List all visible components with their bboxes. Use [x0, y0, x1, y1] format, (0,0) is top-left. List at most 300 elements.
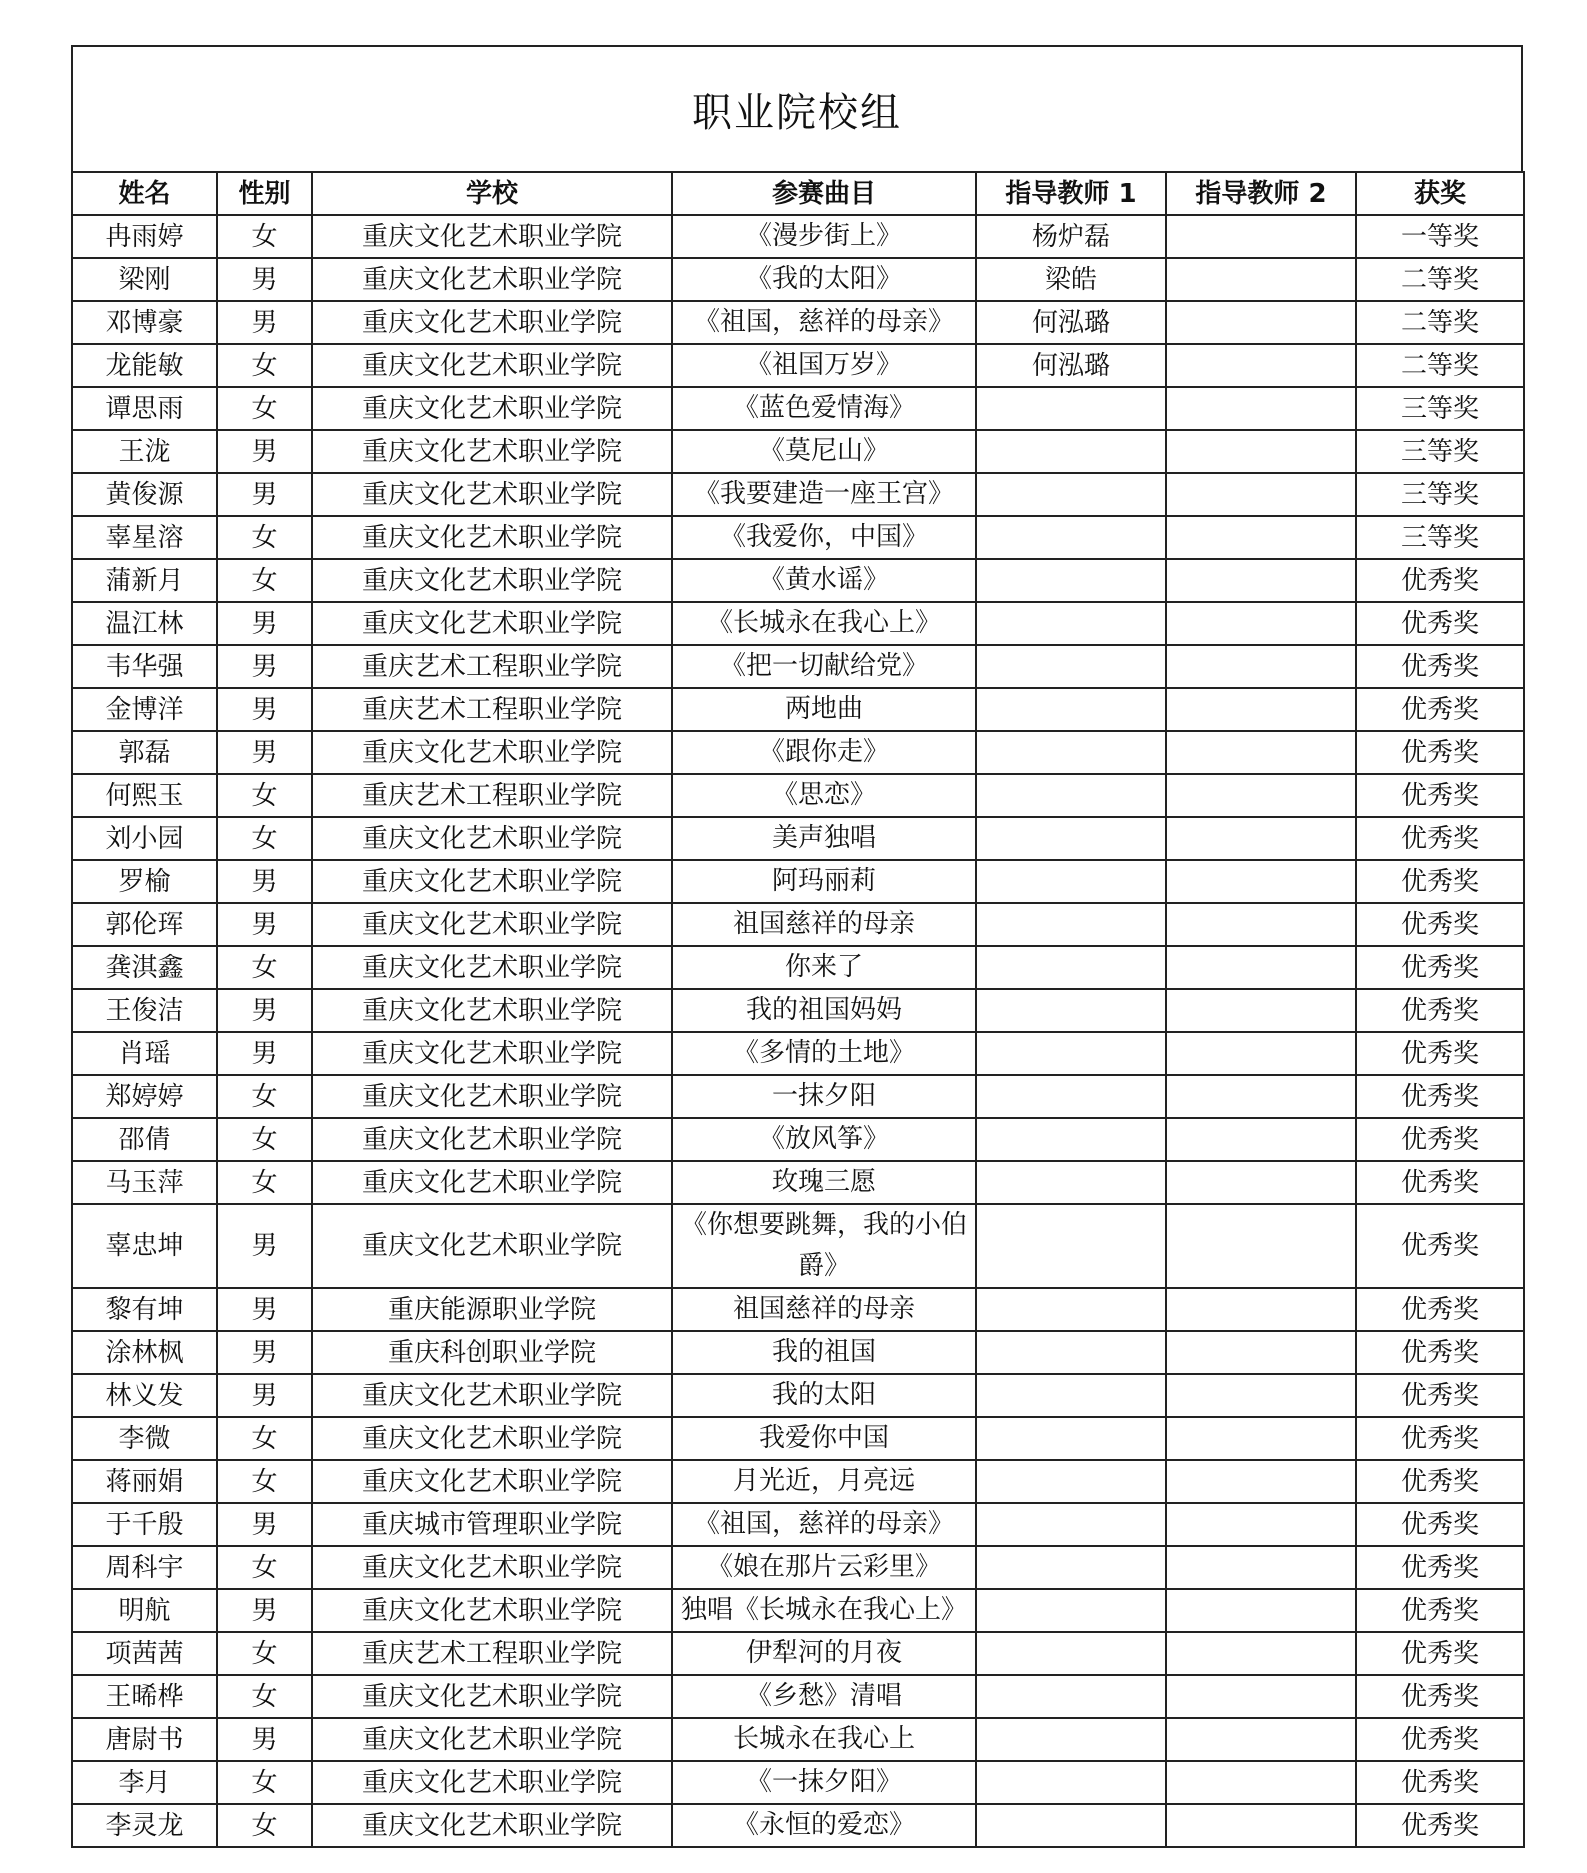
cell-award: 优秀奖	[1356, 860, 1524, 903]
cell-award: 二等奖	[1356, 344, 1524, 387]
table-row	[72, 645, 1524, 688]
cell-award: 优秀奖	[1356, 1075, 1524, 1118]
cell-award: 优秀奖	[1356, 602, 1524, 645]
cell-teacher-1	[976, 1032, 1166, 1075]
table-row	[72, 1075, 1524, 1118]
cell-award: 优秀奖	[1356, 1589, 1524, 1632]
cell-piece: 《多情的土地》	[672, 1032, 976, 1075]
table-row	[72, 1503, 1524, 1546]
cell-teacher-1	[976, 817, 1166, 860]
cell-teacher-2	[1166, 1075, 1356, 1118]
cell-piece: 《放风筝》	[672, 1118, 976, 1161]
page-title: 职业院校组	[692, 89, 902, 136]
cell-teacher-1	[976, 559, 1166, 602]
cell-piece: 《乡愁》清唱	[672, 1675, 976, 1718]
cell-award: 优秀奖	[1356, 1204, 1524, 1288]
cell-gender: 女	[217, 817, 312, 860]
cell-teacher-2	[1166, 1460, 1356, 1503]
cell-name: 郑婷婷	[72, 1075, 217, 1118]
table-row	[72, 516, 1524, 559]
cell-gender: 女	[217, 946, 312, 989]
cell-teacher-2	[1166, 946, 1356, 989]
cell-award: 优秀奖	[1356, 1460, 1524, 1503]
cell-piece: 《把一切献给党》	[672, 645, 976, 688]
table-row	[72, 387, 1524, 430]
cell-school: 重庆艺术工程职业学院	[312, 688, 672, 731]
cell-name: 邓博豪	[72, 301, 217, 344]
cell-gender: 男	[217, 1204, 312, 1288]
table-row	[72, 473, 1524, 516]
cell-school: 重庆科创职业学院	[312, 1331, 672, 1374]
cell-school: 重庆文化艺术职业学院	[312, 1032, 672, 1075]
cell-teacher-2	[1166, 1675, 1356, 1718]
cell-piece: 祖国慈祥的母亲	[672, 1288, 976, 1331]
cell-award: 优秀奖	[1356, 1161, 1524, 1204]
cell-name: 唐尉书	[72, 1718, 217, 1761]
cell-gender: 男	[217, 473, 312, 516]
table-row	[72, 860, 1524, 903]
cell-gender: 男	[217, 258, 312, 301]
table-row	[72, 1675, 1524, 1718]
cell-gender: 男	[217, 1589, 312, 1632]
cell-name: 李灵龙	[72, 1804, 217, 1847]
cell-piece: 独唱《长城永在我心上》	[672, 1589, 976, 1632]
cell-school: 重庆艺术工程职业学院	[312, 645, 672, 688]
cell-teacher-2	[1166, 1204, 1356, 1288]
cell-gender: 女	[217, 215, 312, 258]
cell-name: 林义发	[72, 1374, 217, 1417]
cell-piece: 美声独唱	[672, 817, 976, 860]
cell-teacher-2	[1166, 645, 1356, 688]
cell-award: 一等奖	[1356, 215, 1524, 258]
table-row	[72, 1374, 1524, 1417]
cell-school: 重庆城市管理职业学院	[312, 1503, 672, 1546]
cell-school: 重庆文化艺术职业学院	[312, 1118, 672, 1161]
cell-name: 王俊洁	[72, 989, 217, 1032]
cell-teacher-2	[1166, 989, 1356, 1032]
cell-teacher-1: 杨炉磊	[976, 215, 1166, 258]
cell-award: 优秀奖	[1356, 688, 1524, 731]
cell-name: 黎有坤	[72, 1288, 217, 1331]
cell-school: 重庆文化艺术职业学院	[312, 860, 672, 903]
header-school: 学校	[312, 172, 672, 215]
table-row	[72, 1804, 1524, 1847]
table-row	[72, 602, 1524, 645]
table-body	[72, 215, 1524, 1847]
cell-piece: 伊犁河的月夜	[672, 1632, 976, 1675]
cell-teacher-1	[976, 1675, 1166, 1718]
cell-gender: 女	[217, 1804, 312, 1847]
cell-piece: 《娘在那片云彩里》	[672, 1546, 976, 1589]
cell-piece: 《我的太阳》	[672, 258, 976, 301]
cell-teacher-2	[1166, 903, 1356, 946]
cell-teacher-2	[1166, 731, 1356, 774]
cell-gender: 女	[217, 559, 312, 602]
cell-school: 重庆文化艺术职业学院	[312, 946, 672, 989]
cell-teacher-2	[1166, 1118, 1356, 1161]
cell-name: 肖瑶	[72, 1032, 217, 1075]
cell-name: 龚淇鑫	[72, 946, 217, 989]
cell-school: 重庆文化艺术职业学院	[312, 215, 672, 258]
cell-award: 优秀奖	[1356, 1118, 1524, 1161]
cell-teacher-1	[976, 1718, 1166, 1761]
cell-gender: 男	[217, 989, 312, 1032]
table-row	[72, 1417, 1524, 1460]
cell-award: 三等奖	[1356, 387, 1524, 430]
table-row	[72, 301, 1524, 344]
cell-teacher-1	[976, 602, 1166, 645]
cell-teacher-2	[1166, 258, 1356, 301]
cell-teacher-1	[976, 1118, 1166, 1161]
cell-award: 二等奖	[1356, 301, 1524, 344]
cell-gender: 女	[217, 1632, 312, 1675]
cell-piece: 《跟你走》	[672, 731, 976, 774]
cell-gender: 男	[217, 688, 312, 731]
cell-teacher-2	[1166, 301, 1356, 344]
cell-piece: 一抹夕阳	[672, 1075, 976, 1118]
cell-teacher-2	[1166, 1032, 1356, 1075]
cell-teacher-1	[976, 1204, 1166, 1288]
cell-piece: 《思恋》	[672, 774, 976, 817]
cell-piece: 《长城永在我心上》	[672, 602, 976, 645]
cell-teacher-2	[1166, 1288, 1356, 1331]
cell-name: 罗榆	[72, 860, 217, 903]
cell-name: 刘小园	[72, 817, 217, 860]
cell-piece: 阿玛丽莉	[672, 860, 976, 903]
cell-teacher-2	[1166, 1503, 1356, 1546]
cell-award: 优秀奖	[1356, 1417, 1524, 1460]
cell-teacher-2	[1166, 559, 1356, 602]
cell-award: 优秀奖	[1356, 903, 1524, 946]
cell-teacher-1	[976, 1288, 1166, 1331]
cell-teacher-2	[1166, 215, 1356, 258]
table-row	[72, 1460, 1524, 1503]
cell-name: 于千殷	[72, 1503, 217, 1546]
cell-award: 优秀奖	[1356, 1503, 1524, 1546]
cell-gender: 男	[217, 1374, 312, 1417]
cell-award: 优秀奖	[1356, 774, 1524, 817]
table-row	[72, 1632, 1524, 1675]
cell-teacher-1	[976, 688, 1166, 731]
cell-gender: 女	[217, 1417, 312, 1460]
cell-piece: 祖国慈祥的母亲	[672, 903, 976, 946]
cell-award: 优秀奖	[1356, 645, 1524, 688]
cell-piece: 《莫尼山》	[672, 430, 976, 473]
table-row	[72, 1718, 1524, 1761]
cell-name: 梁刚	[72, 258, 217, 301]
table-row	[72, 559, 1524, 602]
cell-teacher-2	[1166, 473, 1356, 516]
cell-piece: 两地曲	[672, 688, 976, 731]
cell-teacher-2	[1166, 344, 1356, 387]
cell-school: 重庆文化艺术职业学院	[312, 1417, 672, 1460]
cell-teacher-1	[976, 1374, 1166, 1417]
cell-school: 重庆艺术工程职业学院	[312, 774, 672, 817]
cell-gender: 男	[217, 1331, 312, 1374]
cell-teacher-1: 梁皓	[976, 258, 1166, 301]
cell-teacher-2	[1166, 1331, 1356, 1374]
cell-name: 蒲新月	[72, 559, 217, 602]
cell-teacher-1	[976, 731, 1166, 774]
cell-teacher-1	[976, 860, 1166, 903]
cell-award: 优秀奖	[1356, 1032, 1524, 1075]
cell-teacher-1	[976, 1331, 1166, 1374]
cell-teacher-1	[976, 1589, 1166, 1632]
cell-teacher-2	[1166, 1804, 1356, 1847]
cell-teacher-2	[1166, 516, 1356, 559]
cell-name: 邵倩	[72, 1118, 217, 1161]
cell-school: 重庆文化艺术职业学院	[312, 430, 672, 473]
table-row	[72, 1331, 1524, 1374]
cell-school: 重庆文化艺术职业学院	[312, 1761, 672, 1804]
table-row	[72, 1288, 1524, 1331]
results-sheet	[71, 45, 1523, 1848]
cell-name: 辜星溶	[72, 516, 217, 559]
cell-teacher-2	[1166, 1417, 1356, 1460]
cell-name: 谭思雨	[72, 387, 217, 430]
cell-gender: 女	[217, 387, 312, 430]
cell-teacher-2	[1166, 602, 1356, 645]
cell-name: 龙能敏	[72, 344, 217, 387]
cell-award: 优秀奖	[1356, 817, 1524, 860]
header-teacher-2: 指导教师 2	[1166, 172, 1356, 215]
header-teacher-1: 指导教师 1	[976, 172, 1166, 215]
cell-teacher-1	[976, 903, 1166, 946]
cell-name: 黄俊源	[72, 473, 217, 516]
cell-gender: 男	[217, 1032, 312, 1075]
cell-teacher-1	[976, 774, 1166, 817]
cell-gender: 女	[217, 344, 312, 387]
cell-award: 三等奖	[1356, 516, 1524, 559]
cell-piece: 长城永在我心上	[672, 1718, 976, 1761]
cell-school: 重庆艺术工程职业学院	[312, 1632, 672, 1675]
cell-teacher-2	[1166, 387, 1356, 430]
table-row	[72, 774, 1524, 817]
table-row	[72, 258, 1524, 301]
cell-school: 重庆文化艺术职业学院	[312, 1075, 672, 1118]
cell-school: 重庆能源职业学院	[312, 1288, 672, 1331]
cell-piece: 我的太阳	[672, 1374, 976, 1417]
cell-teacher-1	[976, 473, 1166, 516]
cell-school: 重庆文化艺术职业学院	[312, 1460, 672, 1503]
cell-school: 重庆文化艺术职业学院	[312, 1204, 672, 1288]
table-row	[72, 1589, 1524, 1632]
cell-gender: 女	[217, 774, 312, 817]
cell-gender: 女	[217, 1075, 312, 1118]
header-row	[72, 172, 1524, 215]
cell-award: 三等奖	[1356, 473, 1524, 516]
cell-teacher-1	[976, 989, 1166, 1032]
cell-piece: 你来了	[672, 946, 976, 989]
results-table	[71, 171, 1525, 1848]
cell-school: 重庆文化艺术职业学院	[312, 602, 672, 645]
cell-name: 蒋丽娟	[72, 1460, 217, 1503]
cell-school: 重庆文化艺术职业学院	[312, 817, 672, 860]
cell-teacher-2	[1166, 1546, 1356, 1589]
cell-gender: 女	[217, 1675, 312, 1718]
cell-teacher-1	[976, 1761, 1166, 1804]
cell-name: 明航	[72, 1589, 217, 1632]
header-gender: 性别	[217, 172, 312, 215]
table-row	[72, 731, 1524, 774]
cell-award: 优秀奖	[1356, 1675, 1524, 1718]
cell-teacher-2	[1166, 1632, 1356, 1675]
cell-name: 韦华强	[72, 645, 217, 688]
cell-teacher-2	[1166, 860, 1356, 903]
cell-award: 优秀奖	[1356, 1718, 1524, 1761]
cell-piece: 我爱你中国	[672, 1417, 976, 1460]
cell-piece: 《你想要跳舞，我的小伯爵》	[672, 1204, 976, 1288]
cell-gender: 男	[217, 602, 312, 645]
table-row	[72, 1546, 1524, 1589]
cell-piece: 《我要建造一座王宫》	[672, 473, 976, 516]
cell-gender: 男	[217, 1288, 312, 1331]
header-name: 姓名	[72, 172, 217, 215]
table-row	[72, 430, 1524, 473]
cell-school: 重庆文化艺术职业学院	[312, 1546, 672, 1589]
cell-teacher-2	[1166, 774, 1356, 817]
cell-name: 王晞桦	[72, 1675, 217, 1718]
cell-name: 辜忠坤	[72, 1204, 217, 1288]
cell-name: 王泷	[72, 430, 217, 473]
cell-gender: 男	[217, 860, 312, 903]
cell-piece: 《蓝色爱情海》	[672, 387, 976, 430]
table-row	[72, 344, 1524, 387]
table-row	[72, 1118, 1524, 1161]
table-row	[72, 1032, 1524, 1075]
table-row	[72, 817, 1524, 860]
cell-gender: 女	[217, 1460, 312, 1503]
table-row	[72, 946, 1524, 989]
cell-teacher-2	[1166, 1718, 1356, 1761]
cell-award: 优秀奖	[1356, 1546, 1524, 1589]
cell-piece: 我的祖国	[672, 1331, 976, 1374]
cell-gender: 女	[217, 1761, 312, 1804]
cell-gender: 男	[217, 430, 312, 473]
cell-teacher-1	[976, 1161, 1166, 1204]
cell-school: 重庆文化艺术职业学院	[312, 1589, 672, 1632]
cell-piece: 《祖国万岁》	[672, 344, 976, 387]
cell-award: 优秀奖	[1356, 1331, 1524, 1374]
cell-piece: 《黄水谣》	[672, 559, 976, 602]
cell-school: 重庆文化艺术职业学院	[312, 344, 672, 387]
cell-gender: 男	[217, 1718, 312, 1761]
table-row	[72, 1204, 1524, 1288]
cell-gender: 男	[217, 1503, 312, 1546]
cell-award: 优秀奖	[1356, 1804, 1524, 1847]
cell-school: 重庆文化艺术职业学院	[312, 1374, 672, 1417]
cell-name: 涂林枫	[72, 1331, 217, 1374]
cell-award: 优秀奖	[1356, 1632, 1524, 1675]
cell-teacher-1: 何泓璐	[976, 301, 1166, 344]
cell-school: 重庆文化艺术职业学院	[312, 1718, 672, 1761]
cell-teacher-1	[976, 1804, 1166, 1847]
cell-gender: 女	[217, 516, 312, 559]
cell-school: 重庆文化艺术职业学院	[312, 1804, 672, 1847]
table-row	[72, 1761, 1524, 1804]
table-row	[72, 989, 1524, 1032]
table-row	[72, 688, 1524, 731]
cell-gender: 男	[217, 301, 312, 344]
cell-school: 重庆文化艺术职业学院	[312, 473, 672, 516]
cell-gender: 女	[217, 1546, 312, 1589]
cell-name: 马玉萍	[72, 1161, 217, 1204]
cell-school: 重庆文化艺术职业学院	[312, 387, 672, 430]
cell-school: 重庆文化艺术职业学院	[312, 258, 672, 301]
title-box	[71, 45, 1523, 171]
cell-teacher-2	[1166, 1589, 1356, 1632]
cell-name: 金博洋	[72, 688, 217, 731]
cell-name: 郭磊	[72, 731, 217, 774]
cell-piece: 《祖国，慈祥的母亲》	[672, 301, 976, 344]
cell-piece: 《我爱你，中国》	[672, 516, 976, 559]
cell-school: 重庆文化艺术职业学院	[312, 1675, 672, 1718]
table-row	[72, 903, 1524, 946]
cell-award: 优秀奖	[1356, 989, 1524, 1032]
header-award: 获奖	[1356, 172, 1524, 215]
cell-award: 优秀奖	[1356, 1374, 1524, 1417]
cell-name: 李微	[72, 1417, 217, 1460]
cell-name: 项茜茜	[72, 1632, 217, 1675]
cell-teacher-1	[976, 645, 1166, 688]
cell-teacher-1	[976, 1417, 1166, 1460]
cell-piece: 《祖国，慈祥的母亲》	[672, 1503, 976, 1546]
cell-school: 重庆文化艺术职业学院	[312, 516, 672, 559]
cell-piece: 月光近，月亮远	[672, 1460, 976, 1503]
cell-name: 冉雨婷	[72, 215, 217, 258]
cell-piece: 我的祖国妈妈	[672, 989, 976, 1032]
cell-teacher-1	[976, 1546, 1166, 1589]
cell-teacher-1	[976, 1460, 1166, 1503]
cell-teacher-1	[976, 946, 1166, 989]
cell-teacher-1	[976, 1075, 1166, 1118]
cell-school: 重庆文化艺术职业学院	[312, 731, 672, 774]
cell-gender: 男	[217, 731, 312, 774]
cell-name: 李月	[72, 1761, 217, 1804]
cell-name: 周科宇	[72, 1546, 217, 1589]
cell-teacher-2	[1166, 817, 1356, 860]
cell-teacher-2	[1166, 430, 1356, 473]
cell-teacher-2	[1166, 1761, 1356, 1804]
table-row	[72, 1161, 1524, 1204]
cell-name: 郭伦珲	[72, 903, 217, 946]
cell-piece: 玫瑰三愿	[672, 1161, 976, 1204]
cell-school: 重庆文化艺术职业学院	[312, 989, 672, 1032]
cell-gender: 男	[217, 645, 312, 688]
cell-teacher-1: 何泓璐	[976, 344, 1166, 387]
cell-award: 优秀奖	[1356, 559, 1524, 602]
cell-gender: 男	[217, 903, 312, 946]
cell-school: 重庆文化艺术职业学院	[312, 1161, 672, 1204]
cell-school: 重庆文化艺术职业学院	[312, 903, 672, 946]
cell-teacher-2	[1166, 688, 1356, 731]
header-piece: 参赛曲目	[672, 172, 976, 215]
cell-gender: 女	[217, 1118, 312, 1161]
cell-piece: 《永恒的爱恋》	[672, 1804, 976, 1847]
table-row	[72, 215, 1524, 258]
cell-award: 优秀奖	[1356, 1761, 1524, 1804]
cell-award: 优秀奖	[1356, 731, 1524, 774]
cell-school: 重庆文化艺术职业学院	[312, 559, 672, 602]
cell-gender: 女	[217, 1161, 312, 1204]
cell-name: 温江林	[72, 602, 217, 645]
cell-award: 二等奖	[1356, 258, 1524, 301]
cell-award: 优秀奖	[1356, 1288, 1524, 1331]
cell-award: 三等奖	[1356, 430, 1524, 473]
cell-school: 重庆文化艺术职业学院	[312, 301, 672, 344]
cell-teacher-2	[1166, 1161, 1356, 1204]
cell-piece: 《一抹夕阳》	[672, 1761, 976, 1804]
